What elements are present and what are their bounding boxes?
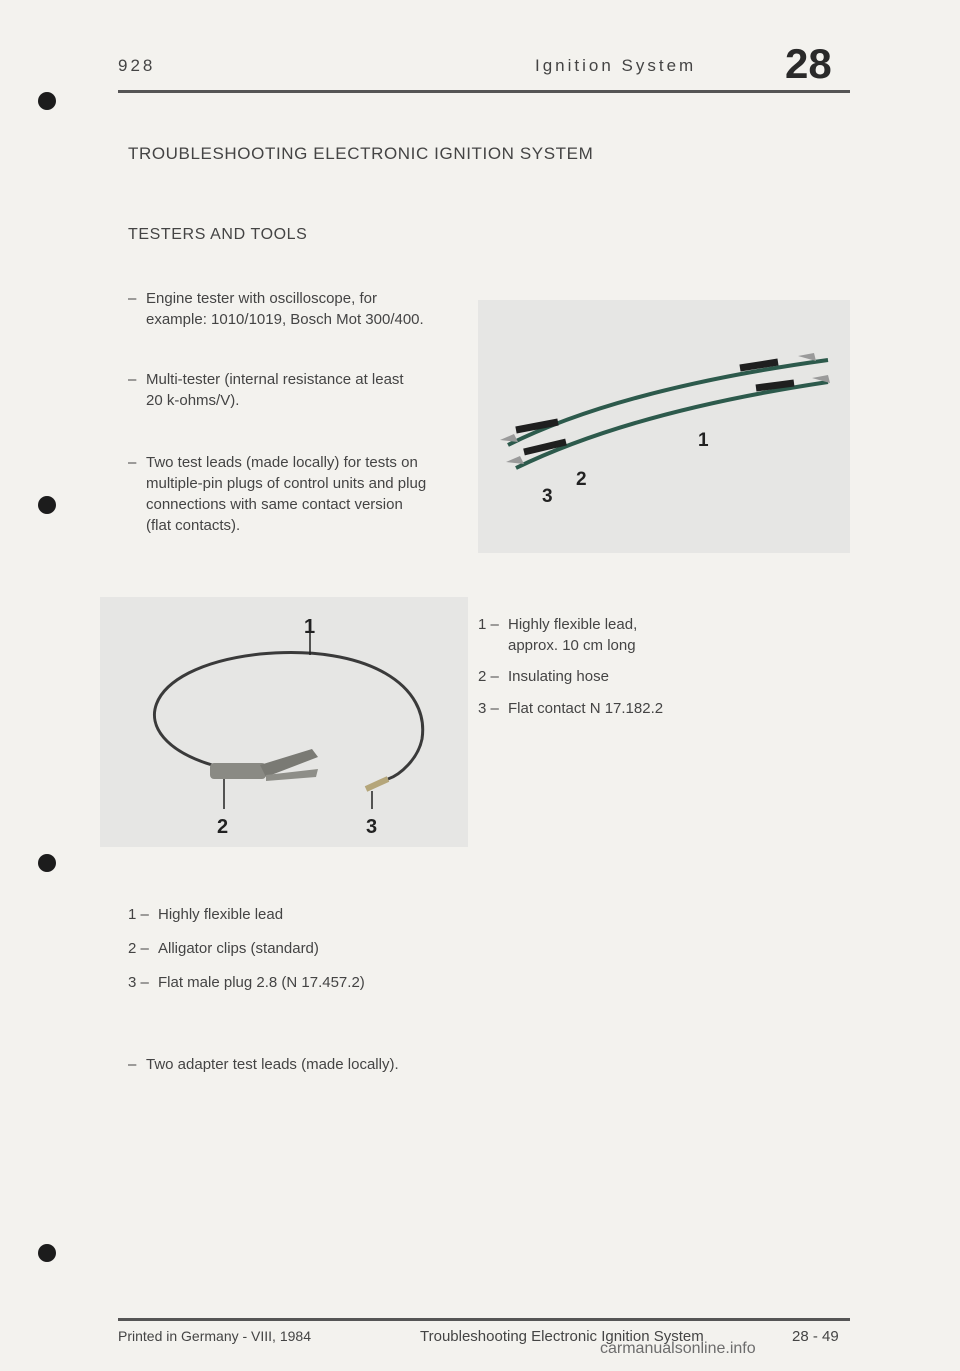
bullet-line: Engine tester with oscilloscope, for	[146, 290, 377, 307]
binder-hole	[38, 1244, 56, 1262]
alligator-lead-photo	[100, 597, 468, 847]
bullet-line: (flat contacts).	[146, 517, 241, 534]
legend-number: 2 –	[478, 668, 499, 685]
callout-2: 2	[217, 816, 229, 838]
bullet-line: multiple-pin plugs of control units and plug	[146, 475, 427, 492]
bullet-line: Two test leads (made locally) for tests on	[146, 454, 418, 471]
bullet-line: Two adapter test leads (made locally).	[146, 1056, 399, 1073]
legend-line: Insulating hose	[508, 668, 609, 685]
bullet-item	[128, 369, 488, 411]
legend-number: 2 –	[128, 940, 149, 957]
callout-2: 2	[576, 469, 587, 490]
test-leads-photo	[478, 300, 850, 553]
legend-line: Flat contact N 17.182.2	[508, 700, 664, 717]
footer-rule	[118, 1318, 850, 1321]
header-section-number: 28	[785, 40, 832, 87]
header-section: Ignition System	[535, 56, 697, 75]
legend-item	[478, 666, 838, 687]
binder-hole	[38, 496, 56, 514]
bullet-dash: –	[128, 290, 137, 307]
callout-1: 1	[304, 616, 316, 638]
callout-3: 3	[542, 486, 553, 507]
legend-line: Highly flexible lead	[158, 906, 284, 923]
legend-item	[128, 904, 468, 925]
bullet-dash: –	[128, 371, 137, 388]
legend-item	[128, 972, 468, 993]
page-title: TROUBLESHOOTING ELECTRONIC IGNITION SYSTEM	[128, 144, 594, 163]
legend-line: Alligator clips (standard)	[158, 940, 319, 957]
bullet-item	[128, 1054, 528, 1075]
legend-item	[478, 614, 838, 656]
bullet-line: Multi-tester (internal resistance at least	[146, 371, 404, 388]
bullet-item	[128, 288, 488, 330]
bullet-item	[128, 452, 488, 536]
test-leads-illustration	[478, 300, 850, 553]
section-subtitle: TESTERS AND TOOLS	[128, 226, 308, 243]
legend-line: Highly flexible lead,	[508, 616, 638, 633]
legend-number: 1 –	[478, 616, 499, 633]
bullet-line: example: 1010/1019, Bosch Mot 300/400.	[146, 311, 424, 328]
legend-number: 1 –	[128, 906, 149, 923]
callout-3: 3	[366, 816, 378, 838]
legend-number: 3 –	[128, 974, 149, 991]
watermark: carmanualsonline.info	[600, 1340, 756, 1357]
legend-line: approx. 10 cm long	[508, 637, 636, 654]
footer-printed: Printed in Germany - VIII, 1984	[118, 1328, 311, 1344]
legend-item	[478, 698, 838, 719]
alligator-lead-illustration	[100, 597, 468, 847]
legend-line: Flat male plug 2.8 (N 17.457.2)	[158, 974, 365, 991]
legend-item	[128, 938, 468, 959]
header-model: 928	[118, 56, 156, 75]
bullet-dash: –	[128, 1056, 137, 1073]
legend-number: 3 –	[478, 700, 499, 717]
callout-1: 1	[698, 430, 709, 451]
footer-chapter: Troubleshooting Electronic Ignition System	[420, 1328, 704, 1345]
bullet-line: connections with same contact version	[146, 496, 403, 513]
bullet-line: 20 k-ohms/V).	[146, 392, 240, 409]
bullet-dash: –	[128, 454, 137, 471]
footer-page-number: 28 - 49	[792, 1328, 839, 1345]
binder-hole	[38, 92, 56, 110]
header-rule	[118, 90, 850, 93]
binder-hole	[38, 854, 56, 872]
